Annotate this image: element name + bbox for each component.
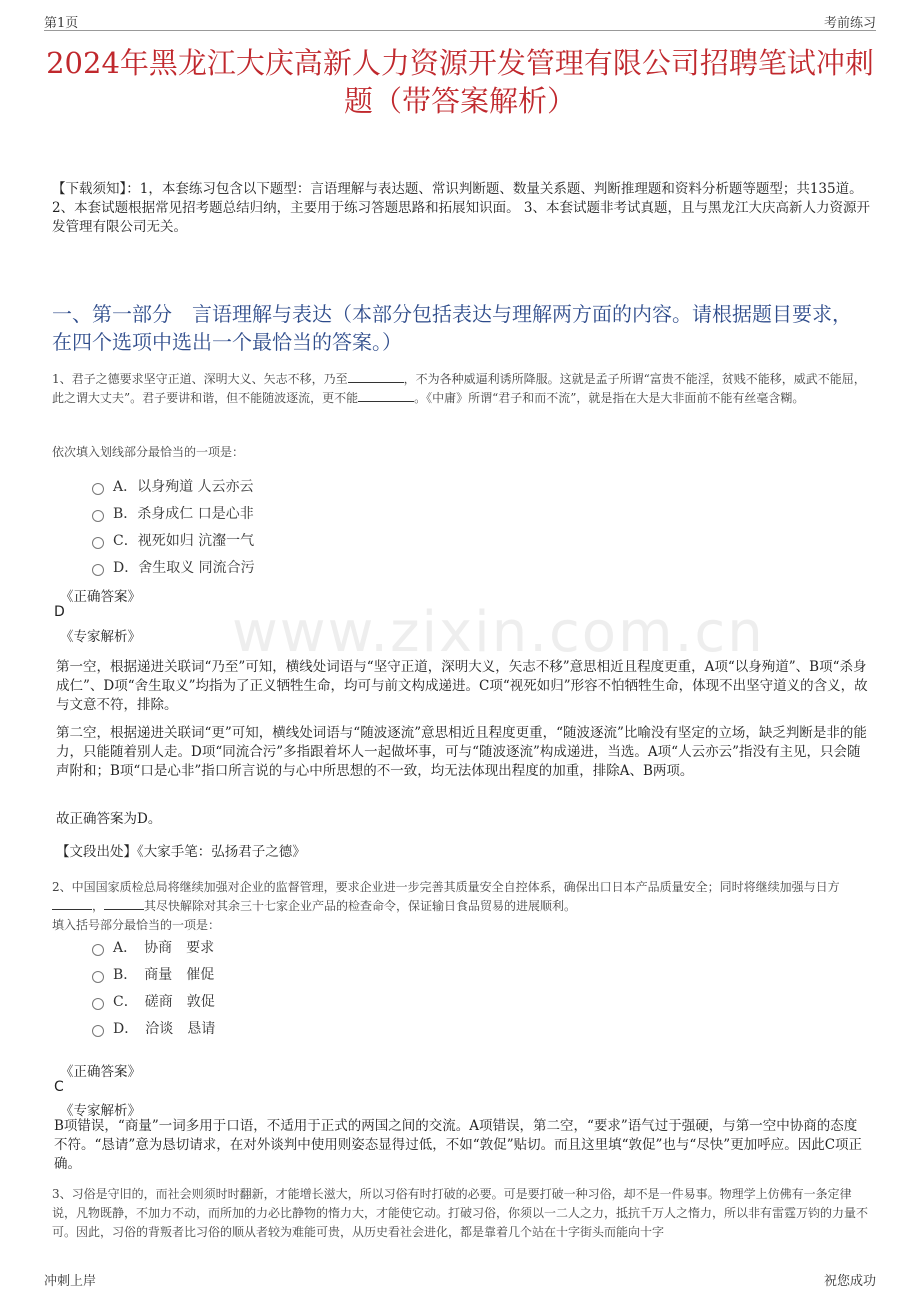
option-d[interactable]	[92, 553, 255, 580]
radio-icon[interactable]	[92, 944, 104, 956]
radio-icon[interactable]	[92, 564, 104, 576]
radio-icon[interactable]	[92, 998, 104, 1010]
section-heading: 一、第一部分 言语理解与表达（本部分包括表达与理解两方面的内容。请根据题目要求，在四个选项中选出一个最恰当的答案。）	[52, 302, 852, 354]
analysis-paragraph: 第二空，根据递进关联词“更”可知，横线处词语与“随波逐流”意思相近且程度更重，“随波逐流”比喻没有坚定的立场，缺乏判断是非的能力，只能随着别人走。D项“同流合污”多指跟着坏人一起做坏事，可与“随波逐流”构成递进，当选。A项“人云亦云”指没有主见，只会随声附和；B项“口是心非”指口所言说的与心中所思想的不一致，均无法体现出程度的加重，排除A、B两项。	[56, 725, 867, 779]
option-label: D．舍生取义 同流合污	[113, 559, 255, 576]
radio-icon[interactable]	[92, 510, 104, 522]
option-c[interactable]	[92, 526, 255, 553]
radio-icon[interactable]	[92, 971, 104, 983]
blank-1	[348, 371, 404, 383]
page-header	[44, 10, 876, 31]
option-label: B．杀身成仁 口是心非	[113, 505, 254, 522]
analysis-paragraph: 第一空，根据递进关联词“乃至”可知，横线处词语与“坚守正道，深明大义，矢志不移”意思相近且程度更重，A项“以身殉道”、B项“杀身成仁”、D项“舍生取义”均指为了正义牺牲生命，均可与前文构成递进。C项“视死如归”形容不怕牺牲生命，体现不出坚守道义的含义，故与文意不符，排除。	[56, 659, 868, 713]
question-1-text	[52, 370, 870, 408]
question-1-options	[92, 472, 255, 580]
page-number: 第1页	[44, 16, 79, 31]
radio-icon[interactable]	[92, 1025, 104, 1037]
option-label: A．以身殉道 人云亦云	[113, 478, 254, 495]
question-2-text	[52, 878, 870, 916]
blank-2	[358, 390, 414, 402]
option-a[interactable]	[92, 933, 215, 960]
question-2-part-a: 2、中国国家质检总局将继续加强对企业的监督管理，要求企业进一步完善其质量安全自控体系，确保出口日本产品质量安全；同时将继续加强与日方	[52, 880, 840, 894]
page-footer	[44, 1270, 876, 1290]
source-note: 【文段出处】《大家手笔：弘扬君子之德》	[56, 844, 306, 860]
option-c[interactable]	[92, 987, 215, 1014]
download-notice: 【下载须知】：1，本套练习包含以下题型：言语理解与表达题、常识判断题、数量关系题、判断推理题和资料分析题等题型；共135道。 2、本套试题根据常见招考题总结归纳，主要用于练习答题思路和拓展知识面。 3、本套试题非考试真题，且与黑龙江大庆高新人力资源开发管理有限公司无关。	[52, 181, 870, 235]
radio-icon[interactable]	[92, 537, 104, 549]
blank-2	[104, 898, 144, 910]
option-label: C．视死如归 沆瀣一气	[113, 532, 255, 549]
question-2-part-c: 其尽快解除对其余三十七家企业产品的检查命令，保证输日食品贸易的进展顺利。	[144, 899, 577, 913]
option-a[interactable]	[92, 472, 255, 499]
question-1-prompt: 依次填入划线部分最恰当的一项是：	[52, 445, 245, 459]
watermark: www.zixin.com.cn	[232, 600, 765, 665]
question-1-part-c: 。《中庸》所谓“君子和而不流”，就是指在大是大非面前不能有丝毫含糊。	[414, 391, 805, 405]
question-2-options	[92, 933, 215, 1041]
option-b[interactable]	[92, 499, 255, 526]
analysis-label: 《专家解析》	[60, 1103, 141, 1119]
page-title: 2024年黑龙江大庆高新人力资源开发管理有限公司招聘笔试冲刺题（带答案解析）	[46, 46, 874, 118]
option-label: B． 商量 催促	[113, 966, 215, 983]
question-2-prompt: 填入括号部分最恰当的一项是：	[52, 918, 221, 932]
header-label: 考前练习	[823, 16, 876, 31]
option-d[interactable]	[92, 1014, 215, 1041]
option-label: C． 磋商 敦促	[113, 993, 215, 1010]
analysis-label: 《专家解析》	[60, 629, 141, 645]
question-3-text: 3、习俗是守旧的，而社会则须时时翻新，才能增长滋大，所以习俗有时打破的必要。可是要打破一种习俗，却不是一件易事。物理学上仿佛有一条定律说，凡物既静，不加力不动，而所加的力必比静物的惰力大，才能使它动。打破习俗，你须以一二人之力，抵抗千万人之惰力，所以非有雷霆万钧的力量不可。因此，习俗的背叛者比习俗的顺从者较为难能可贵，从历史看社会进化，都是靠着几个站在十字街头而能向十字	[52, 1187, 869, 1239]
option-label: A． 协商 要求	[113, 939, 215, 956]
option-b[interactable]	[92, 960, 215, 987]
question-1-part-a: 1、君子之德要求坚守正道、深明大义、矢志不移，乃至	[52, 372, 348, 386]
answer-label: 《正确答案》	[60, 1064, 141, 1080]
question-1-part-b: ，不为各种威逼利诱所降服。这就是孟子所谓“富贵不能淫，贫贱不能移，威武不能屈，此之谓大丈夫”。君子要讲和谐，但不能随波逐流，更不能	[52, 372, 866, 405]
radio-icon[interactable]	[92, 483, 104, 495]
analysis-conclusion: 故正确答案为D。	[56, 811, 162, 827]
footer-right: 祝您成功	[823, 1274, 876, 1289]
answer-value: C	[54, 1079, 64, 1095]
option-label: D． 洽谈 恳请	[113, 1020, 216, 1037]
question-2-part-b: ，	[92, 899, 105, 913]
footer-left: 冲刺上岸	[44, 1274, 97, 1289]
blank-1	[52, 898, 92, 910]
analysis-paragraph: B项错误，“商量”一词多用于口语，不适用于正式的两国之间的交流。A项错误，第二空，“要求”语气过于强硬，与第一空中协商的态度不符。“恳请”意为恳切请求，在对外谈判中使用则姿态显得过低，不如“敦促”贴切。而且这里填“敦促”也与“尽快”更加呼应。因此C项正确。	[54, 1118, 863, 1172]
answer-label: 《正确答案》	[60, 589, 141, 605]
answer-value: D	[54, 604, 65, 620]
